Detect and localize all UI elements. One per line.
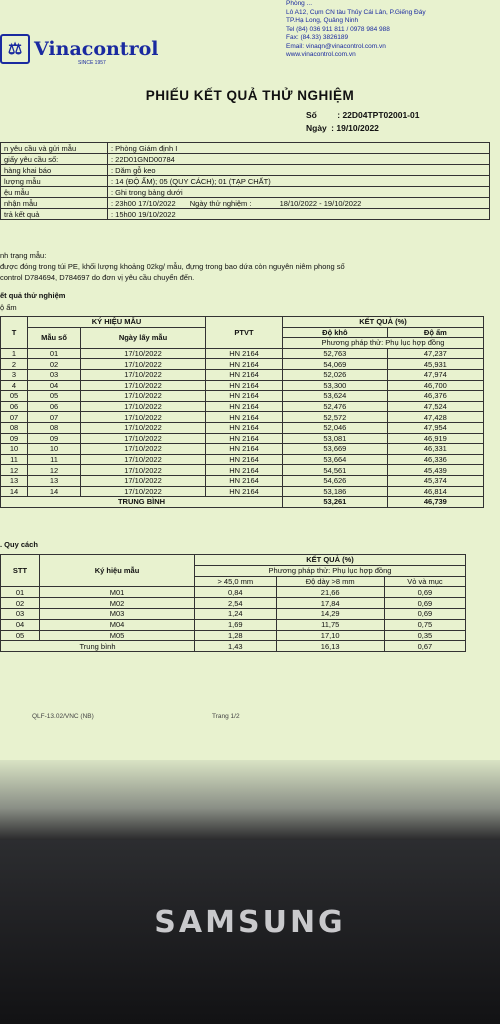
report-number-label: Số: [306, 110, 317, 120]
info-value: : Dăm gỗ keo: [108, 165, 490, 176]
table-cell: 13: [28, 475, 81, 486]
table-cell: 05: [1, 630, 40, 641]
col-ptvt: PTVT: [206, 317, 283, 349]
info-label: giấy yêu cầu số:: [1, 154, 108, 165]
table-cell: HN 2164: [206, 475, 283, 486]
info-label: trả kết quả: [1, 209, 108, 220]
table-row: [1, 380, 484, 391]
table-cell: 05: [28, 391, 81, 402]
document-title: PHIẾU KẾT QUẢ THỬ NGHIỆM: [145, 88, 355, 103]
form-code: QLF-13.02/VNC (NB): [32, 713, 94, 720]
table-row: [1, 454, 484, 465]
info-value: : 22D01GND00784: [108, 154, 490, 165]
table-row: [1, 401, 484, 412]
table-cell: 09: [28, 433, 81, 444]
info-row: [1, 154, 490, 165]
table-cell: 1: [1, 348, 28, 359]
table-cell: M05: [40, 630, 195, 641]
results-heading: ết quả thử nghiệm: [0, 291, 66, 300]
table-cell: 12: [1, 465, 28, 476]
table-cell: 17/10/2022: [81, 433, 206, 444]
table-cell: 17/10/2022: [81, 369, 206, 380]
table-cell: HN 2164: [206, 380, 283, 391]
info-value: [108, 198, 490, 209]
col-dryness: Độ khô: [283, 327, 388, 338]
table-cell: 01: [28, 348, 81, 359]
average-row: [1, 497, 484, 508]
address-line: Tel (84) 036 911 811 / 0978 984 988: [286, 25, 390, 33]
monitor-brand-logo: SAMSUNG: [154, 905, 346, 940]
table-cell: 02: [1, 598, 40, 609]
table-cell: 54,561: [283, 465, 388, 476]
table-cell: 13: [1, 475, 28, 486]
address-line: www.vinacontrol.com.vn: [286, 51, 356, 58]
table-cell: HN 2164: [206, 422, 283, 433]
table-cell: 2,54: [195, 598, 277, 609]
table-cell: 04: [28, 380, 81, 391]
table-cell: 17/10/2022: [81, 380, 206, 391]
sample-state-line: được đóng trong túi PE, khối lượng khoảng 02kg/ mẫu, đựng trong bao dứa còn nguyên niêm phong số: [0, 262, 345, 271]
table-cell: 2: [1, 359, 28, 370]
col-sample-mark: KÝ HIỆU MẪU: [28, 317, 206, 328]
address-line: Fax: (84.33) 3826189: [286, 34, 349, 41]
table-cell: M01: [40, 587, 195, 598]
logo-text: Vinacontrol: [34, 38, 159, 60]
col-stt: STT: [1, 555, 40, 587]
monitor-screen-edge: [0, 760, 500, 840]
table-cell: HN 2164: [206, 454, 283, 465]
table-cell: HN 2164: [206, 465, 283, 476]
col-result: KẾT QUẢ (%): [195, 555, 466, 566]
table-cell: 54,626: [283, 475, 388, 486]
table-cell: 08: [28, 422, 81, 433]
table-cell: 52,026: [283, 369, 388, 380]
table-cell: 11: [28, 454, 81, 465]
table-cell: 09: [1, 433, 28, 444]
table-cell: HN 2164: [206, 348, 283, 359]
col-sample-date: Ngày lấy mẫu: [81, 327, 206, 348]
info-row: [1, 143, 490, 154]
table-cell: 4: [1, 380, 28, 391]
col-oversize: > 45,0 mm: [195, 576, 277, 587]
table-row: [1, 598, 466, 609]
info-value: : Phòng Giám định I: [108, 143, 490, 154]
table-row: [1, 433, 484, 444]
average-label: TRUNG BÌNH: [1, 497, 283, 508]
table-cell: 45,931: [387, 359, 483, 370]
spec-table: [0, 554, 466, 652]
address-line: Email: vinaqn@vinacontrol.com.vn: [286, 42, 386, 50]
table-cell: 03: [28, 369, 81, 380]
table-cell: 14: [1, 486, 28, 497]
info-value: : 14 (ĐỘ ẨM); 05 (QUY CÁCH); 01 (TẠP CHẤT): [108, 176, 490, 187]
table-cell: 0,69: [384, 608, 465, 619]
table-cell: HN 2164: [206, 444, 283, 455]
table-cell: M04: [40, 619, 195, 630]
table-cell: 06: [1, 401, 28, 412]
info-label: lượng mẫu: [1, 176, 108, 187]
test-date-label: Ngày thử nghiệm :: [189, 198, 252, 208]
average-row: [1, 641, 466, 652]
sample-state-label: nh trạng mẫu:: [0, 251, 47, 260]
col-sample-no: Mẫu số: [28, 327, 81, 348]
table-cell: 07: [1, 412, 28, 423]
table-cell: HN 2164: [206, 401, 283, 412]
average-cell: 16,13: [276, 641, 384, 652]
table-cell: 53,624: [283, 391, 388, 402]
address-line: TP.Hạ Long, Quảng Ninh: [286, 17, 359, 24]
table-cell: 17,84: [276, 598, 384, 609]
table-row: [1, 391, 484, 402]
info-row: [1, 209, 490, 220]
table-cell: 10: [28, 444, 81, 455]
table-cell: 17,10: [276, 630, 384, 641]
average-moisture: 46,739: [387, 497, 483, 508]
col-moisture: Độ ẩm: [387, 327, 483, 338]
table-cell: 10: [1, 444, 28, 455]
average-cell: 0,67: [384, 641, 465, 652]
info-label: nhận mẫu: [1, 198, 108, 209]
table-cell: 21,66: [276, 587, 384, 598]
col-bark-rot: Vỏ và mục: [384, 576, 465, 587]
table-cell: 17/10/2022: [81, 391, 206, 402]
table-cell: 05: [1, 391, 28, 402]
table-cell: 47,428: [387, 412, 483, 423]
table-row: [1, 630, 466, 641]
moisture-heading: ộ ẩm: [0, 303, 17, 312]
table-row: [1, 465, 484, 476]
table-cell: HN 2164: [206, 359, 283, 370]
table-row: [1, 619, 466, 630]
table-cell: 1,24: [195, 608, 277, 619]
request-info-table: [0, 142, 490, 220]
col-result: KẾT QUẢ (%): [283, 317, 484, 328]
table-row: [1, 475, 484, 486]
table-cell: 47,524: [387, 401, 483, 412]
average-cell: 1,43: [195, 641, 277, 652]
table-cell: 11,75: [276, 619, 384, 630]
table-cell: 52,763: [283, 348, 388, 359]
table-cell: 17/10/2022: [81, 348, 206, 359]
table-cell: 14,29: [276, 608, 384, 619]
company-address: [286, 0, 500, 60]
table-cell: 17/10/2022: [81, 401, 206, 412]
table-cell: 1,69: [195, 619, 277, 630]
table-cell: HN 2164: [206, 391, 283, 402]
table-cell: M03: [40, 608, 195, 619]
table-cell: 03: [1, 608, 40, 619]
table-cell: 45,374: [387, 475, 483, 486]
table-cell: 46,336: [387, 454, 483, 465]
address-line: Phòng ...: [286, 0, 313, 7]
table-cell: 17/10/2022: [81, 444, 206, 455]
table-cell: 53,669: [283, 444, 388, 455]
info-row: [1, 198, 490, 209]
info-row: [1, 176, 490, 187]
table-cell: 54,069: [283, 359, 388, 370]
table-cell: 17/10/2022: [81, 412, 206, 423]
info-label: n yêu cầu và gửi mẫu: [1, 143, 108, 154]
table-row: [1, 412, 484, 423]
table-cell: 52,476: [283, 401, 388, 412]
table-cell: 0,84: [195, 587, 277, 598]
table-cell: 0,69: [384, 587, 465, 598]
table-cell: 46,919: [387, 433, 483, 444]
scales-icon: ⚖: [0, 34, 30, 64]
sample-state-line: control D784694, D784697 do đơn vị yêu cầu chuyển đến.: [0, 273, 195, 282]
info-label: ệu mẫu: [1, 187, 108, 198]
col-sample-mark: Ký hiệu mẫu: [40, 555, 195, 587]
table-cell: HN 2164: [206, 433, 283, 444]
table-cell: 53,081: [283, 433, 388, 444]
info-value: : 15h00 19/10/2022: [108, 209, 490, 220]
table-cell: 12: [28, 465, 81, 476]
table-cell: 0,75: [384, 619, 465, 630]
logo-subtitle: SINCE 1957: [78, 60, 106, 66]
info-row: [1, 187, 490, 198]
table-cell: 53,664: [283, 454, 388, 465]
table-cell: 1,28: [195, 630, 277, 641]
spec-heading: . Quy cách: [0, 540, 38, 549]
table-cell: 07: [28, 412, 81, 423]
table-row: [1, 608, 466, 619]
col-thickness: Độ dày >8 mm: [276, 576, 384, 587]
table-cell: HN 2164: [206, 412, 283, 423]
table-cell: 47,237: [387, 348, 483, 359]
table-cell: 46,814: [387, 486, 483, 497]
table-row: [1, 369, 484, 380]
table-cell: 17/10/2022: [81, 465, 206, 476]
table-cell: M02: [40, 598, 195, 609]
table-cell: HN 2164: [206, 369, 283, 380]
table-cell: 17/10/2022: [81, 422, 206, 433]
table-cell: 46,376: [387, 391, 483, 402]
table-cell: 52,572: [283, 412, 388, 423]
table-cell: 52,046: [283, 422, 388, 433]
table-row: [1, 359, 484, 370]
table-cell: 46,331: [387, 444, 483, 455]
table-cell: 06: [28, 401, 81, 412]
col-stt: T: [1, 317, 28, 349]
table-row: [1, 587, 466, 598]
table-cell: 53,300: [283, 380, 388, 391]
page-number: Trang 1/2: [212, 713, 240, 720]
table-cell: 08: [1, 422, 28, 433]
report-date-label: Ngày: [306, 123, 327, 133]
table-cell: 53,186: [283, 486, 388, 497]
address-line: Lô A12, Cụm CN tàu Thủy Cái Lân, P.Giếng Đáy: [286, 8, 426, 16]
table-row: [1, 422, 484, 433]
table-cell: 47,954: [387, 422, 483, 433]
table-cell: 47,974: [387, 369, 483, 380]
table-cell: 17/10/2022: [81, 486, 206, 497]
table-cell: 11: [1, 454, 28, 465]
table-cell: 17/10/2022: [81, 359, 206, 370]
table-cell: HN 2164: [206, 486, 283, 497]
table-cell: 04: [1, 619, 40, 630]
average-dryness: 53,261: [283, 497, 388, 508]
report-number: [306, 110, 419, 120]
info-row: [1, 165, 490, 176]
table-cell: 17/10/2022: [81, 475, 206, 486]
table-cell: 46,700: [387, 380, 483, 391]
info-value: : Ghi trong bảng dưới: [108, 187, 490, 198]
col-method: Phương pháp thử: Phụ lục hợp đồng: [283, 338, 484, 349]
table-cell: 01: [1, 587, 40, 598]
table-row: [1, 348, 484, 359]
col-method: Phương pháp thử: Phụ lục hợp đồng: [195, 565, 466, 576]
report-number-value: : 22D04TPT02001-01: [337, 110, 420, 120]
report-date: [306, 123, 379, 133]
report-date-value: : 19/10/2022: [331, 123, 379, 133]
info-label: hàng khai báo: [1, 165, 108, 176]
average-label: Trung bình: [1, 641, 195, 652]
table-cell: 02: [28, 359, 81, 370]
moisture-table: [0, 316, 484, 508]
table-row: [1, 486, 484, 497]
table-cell: 3: [1, 369, 28, 380]
table-cell: 0,69: [384, 598, 465, 609]
test-date-value: 18/10/2022 - 19/10/2022: [279, 198, 362, 208]
table-row: [1, 444, 484, 455]
table-cell: 17/10/2022: [81, 454, 206, 465]
table-cell: 0,35: [384, 630, 465, 641]
table-cell: 14: [28, 486, 81, 497]
table-cell: 45,439: [387, 465, 483, 476]
receive-date: : 23h00 17/10/2022: [111, 198, 176, 208]
